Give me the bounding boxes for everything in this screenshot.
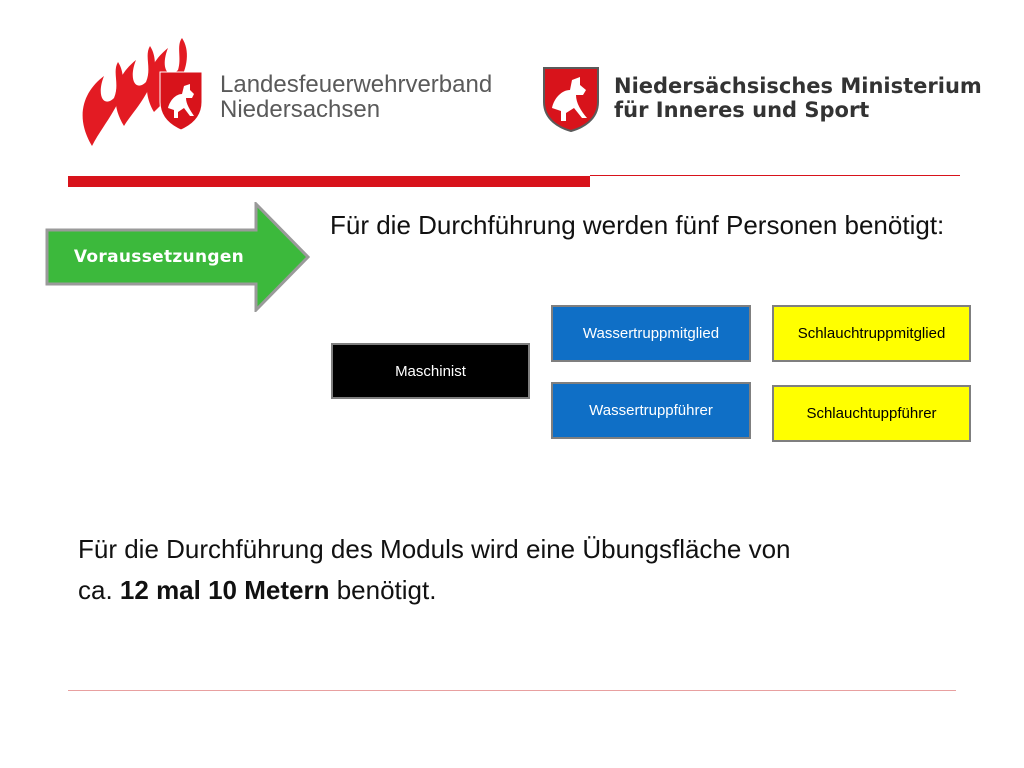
ministry-name-line2: für Inneres und Sport — [614, 98, 870, 122]
area-requirement-text — [78, 529, 978, 611]
ministry-name-line1: Niedersächsisches Ministerium — [614, 74, 982, 98]
area-requirement-line2 — [78, 570, 978, 611]
area-dimensions: 12 mal 10 Metern — [119, 575, 330, 605]
area-prefix: ca. — [78, 575, 113, 605]
ministry-shield-icon — [542, 66, 600, 132]
header-divider-bar — [68, 176, 590, 187]
intro-text: Für die Durchführung werden fünf Personen benötigt: — [330, 210, 945, 240]
role-box-schlauchtruppfuehrer: Schlauchtuppführer — [772, 385, 971, 442]
header-divider-line — [590, 175, 960, 176]
area-requirement-line1: Für die Durchführung des Moduls wird eine Übungsfläche von — [78, 534, 791, 564]
footer-divider-line — [68, 690, 956, 691]
lfv-flames-icon — [74, 36, 214, 148]
lfv-name-line1: Landesfeuerwehrverband — [220, 71, 493, 98]
section-label: Voraussetzungen — [73, 246, 245, 267]
lfv-name-line2: Niedersachsen — [220, 96, 381, 123]
area-suffix: benötigt. — [336, 575, 437, 605]
role-box-schlauchtruppmitglied: Schlauchtruppmitglied — [772, 305, 971, 362]
lfv-logo — [74, 36, 214, 148]
role-box-maschinist: Maschinist — [331, 343, 530, 399]
role-box-wassertruppmitglied: Wassertruppmitglied — [551, 305, 751, 362]
role-box-wassertruppfuehrer: Wassertruppführer — [551, 382, 751, 439]
